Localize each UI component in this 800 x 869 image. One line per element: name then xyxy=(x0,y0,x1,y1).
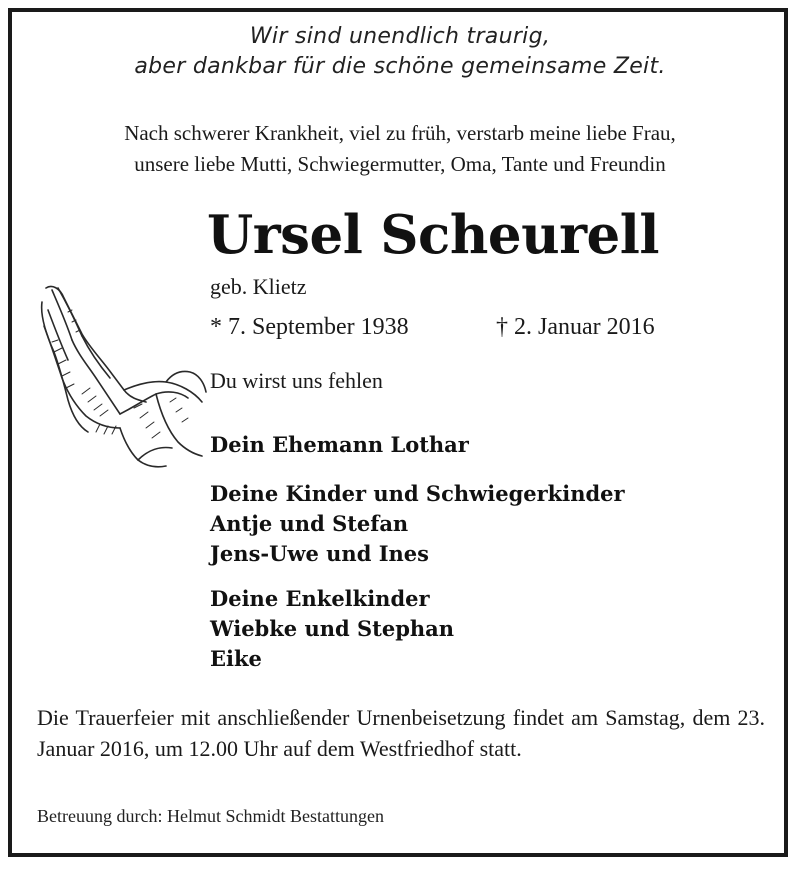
grandchildren-block xyxy=(210,584,454,674)
mourner-line: Wiebke und Stephan xyxy=(210,616,455,641)
intro-line: Nach schwerer Krankheit, viel zu früh, verstarb meine liebe Frau, xyxy=(124,121,676,145)
birth-date: * 7. September 1938 xyxy=(210,314,409,340)
motto-line: Wir sind unendlich traurig, xyxy=(249,24,551,49)
intro-text xyxy=(0,118,800,180)
birth-name: geb. Klietz xyxy=(210,274,307,299)
motto-line: aber dankbar für die schöne gemeinsame Zeit. xyxy=(134,54,666,79)
deceased-name: Ursel Scheurell xyxy=(207,204,660,266)
mourner-line: Dein Ehemann Lothar xyxy=(210,432,469,457)
children-block xyxy=(210,479,625,569)
ceremony-info: Die Trauerfeier mit anschließender Urnenbeisetzung findet am Samstag, dem 23. Januar 2016, um 12.00 Uhr auf dem Westfriedhof statt. xyxy=(37,705,765,761)
intro-line: unsere liebe Mutti, Schwiegermutter, Oma, Tante und Freundin xyxy=(134,152,666,176)
death-date: † 2. Januar 2016 xyxy=(496,314,655,340)
mourner-line: Deine Enkelkinder xyxy=(210,586,430,611)
funeral-home-credit: Betreuung durch: Helmut Schmidt Bestattungen xyxy=(37,806,384,826)
mourner-line: Jens-Uwe und Ines xyxy=(210,541,429,566)
farewell-line: Du wirst uns fehlen xyxy=(210,368,383,393)
praying-hands-icon xyxy=(38,282,208,472)
mourner-line: Eike xyxy=(210,646,262,671)
husband-block xyxy=(210,430,469,460)
mourner-line: Deine Kinder und Schwiegerkinder xyxy=(210,481,625,506)
motto xyxy=(0,22,800,82)
mourner-line: Antje und Stefan xyxy=(210,511,409,536)
